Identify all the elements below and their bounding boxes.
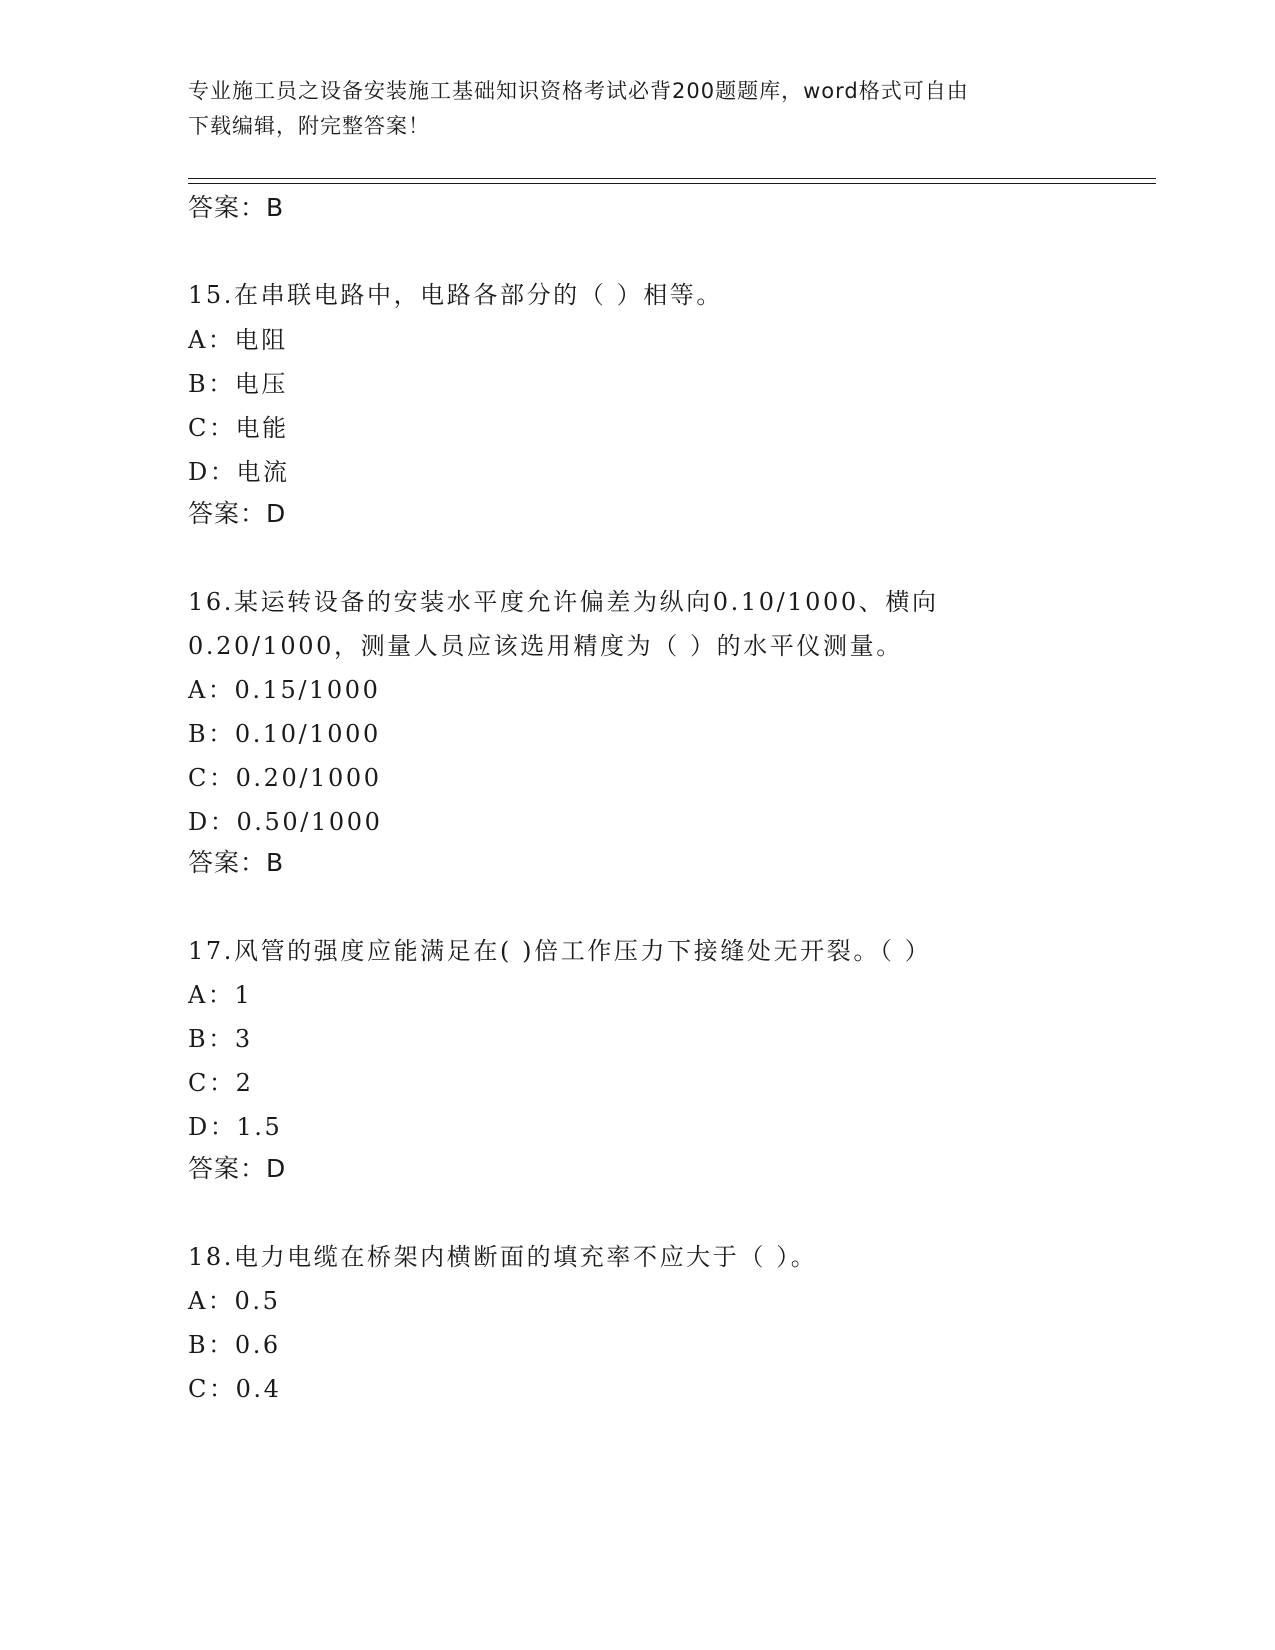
question-18-option-c: C：0.4: [188, 1375, 282, 1403]
question-17-answer: 答案：D: [188, 1154, 287, 1183]
question-17-option-d: D：1.5: [188, 1113, 283, 1141]
question-16-option-b: B：0.10/1000: [188, 720, 381, 748]
answer-line: 答案：B: [188, 193, 285, 222]
question-15-stem: 15.在串联电路中，电路各部分的（ ）相等。: [188, 281, 723, 309]
document-header: [188, 74, 1078, 144]
question-15-option-a: A：电阻: [188, 326, 288, 354]
question-16-stem-line-2: 0.20/1000，测量人员应该选用精度为（ ）的水平仪测量。: [188, 632, 903, 660]
question-15-answer: 答案：D: [188, 499, 287, 528]
question-18-option-b: B：0.6: [188, 1331, 281, 1359]
question-18-option-a: A：0.5: [188, 1287, 281, 1315]
question-17-option-c: C：2: [188, 1069, 254, 1097]
question-15-option-d: D：电流: [188, 458, 290, 486]
question-15-option-b: B：电压: [188, 370, 289, 398]
header-divider-top: [188, 178, 1156, 179]
header-line-2: 下载编辑，附完整答案！: [188, 114, 430, 138]
question-17-option-b: B：3: [188, 1025, 253, 1053]
question-16-option-a: A：0.15/1000: [188, 676, 381, 704]
header-divider-bottom: [188, 183, 1156, 184]
question-16-option-d: D：0.50/1000: [188, 808, 383, 836]
question-16-answer: 答案：B: [188, 848, 285, 877]
question-15-option-c: C：电能: [188, 414, 289, 442]
question-16-option-c: C：0.20/1000: [188, 764, 382, 792]
question-17-option-a: A：1: [188, 981, 253, 1009]
header-line-1: 专业施工员之设备安装施工基础知识资格考试必背200题题库，word格式可自由: [188, 79, 969, 103]
question-17-stem: 17.风管的强度应能满足在( )倍工作压力下接缝处无开裂。（ ）: [188, 937, 932, 965]
question-16-stem-line-1: 16.某运转设备的安装水平度允许偏差为纵向0.10/1000、横向: [188, 588, 939, 616]
question-18-stem: 18.电力电缆在桥架内横断面的填充率不应大于（ ）。: [188, 1243, 818, 1271]
